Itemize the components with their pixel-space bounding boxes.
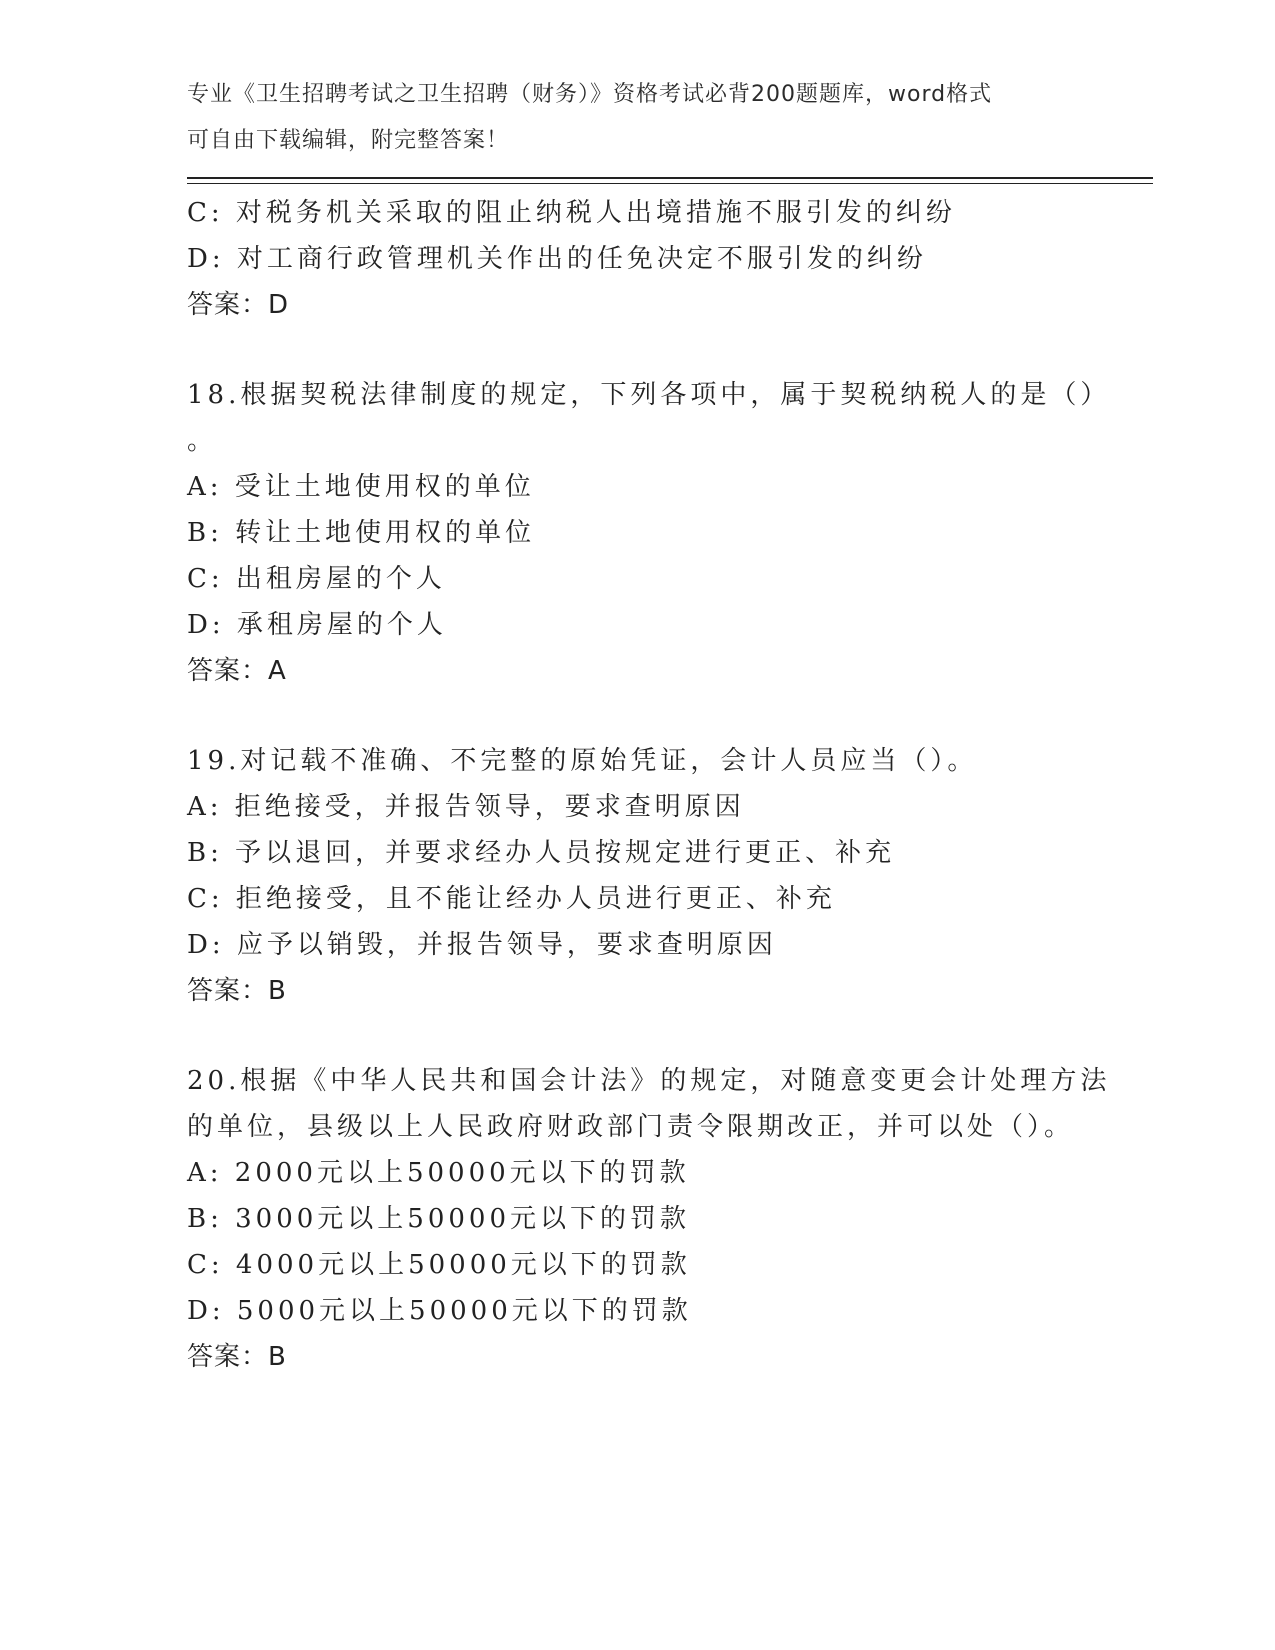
document-body (187, 190, 1111, 1380)
question-stem: 18.根据契税法律制度的规定，下列各项中，属于契税纳税人的是（） (187, 380, 1111, 410)
option-a: A: 2000元以上50000元以下的罚款 (187, 1158, 690, 1188)
header-line-2: 可自由下载编辑，附完整答案！ (187, 128, 510, 153)
header-rule-thin (187, 183, 1153, 184)
question-stem: 19.对记载不准确、不完整的原始凭证，会计人员应当（）。 (187, 746, 978, 776)
question-20 (187, 1058, 1111, 1380)
option-c: C: 4000元以上50000元以下的罚款 (187, 1250, 691, 1280)
question-stem-continued: 的单位，县级以上人民政府财政部门责令限期改正，并可以处（）。 (187, 1112, 1075, 1142)
option-d: D: 应予以销毁，并报告领导，要求查明原因 (187, 930, 777, 960)
answer: 答案：A (187, 656, 287, 686)
spacer (187, 1014, 1087, 1058)
option-c: C: 出租房屋的个人 (187, 564, 446, 594)
option-d: D: 承租房屋的个人 (187, 610, 447, 640)
spacer (187, 328, 1087, 372)
answer: 答案：B (187, 976, 287, 1006)
option-b: B: 3000元以上50000元以下的罚款 (187, 1204, 691, 1234)
option-b: B: 转让土地使用权的单位 (187, 518, 536, 548)
question-18 (187, 372, 1111, 694)
option-a: A: 受让土地使用权的单位 (187, 472, 535, 502)
option-d: D: 5000元以上50000元以下的罚款 (187, 1296, 692, 1326)
spacer (187, 694, 1087, 738)
answer: 答案：D (187, 290, 290, 320)
option-a: A: 拒绝接受，并报告领导，要求查明原因 (187, 792, 745, 822)
header-rule-thick (187, 177, 1153, 179)
answer: 答案：B (187, 1342, 287, 1372)
header-line-1: 专业《卫生招聘考试之卫生招聘（财务）》资格考试必背200题题库，word格式 (187, 82, 993, 107)
option-c: C: 拒绝接受，且不能让经办人员进行更正、补充 (187, 884, 836, 914)
question-stem-continued: 。 (187, 426, 218, 456)
question-19 (187, 738, 1087, 1014)
question-stem: 20.根据《中华人民共和国会计法》的规定，对随意变更会计处理方法 (187, 1066, 1111, 1096)
option-c: C: 对税务机关采取的阻止纳税人出境措施不服引发的纠纷 (187, 198, 956, 228)
option-d: D: 对工商行政管理机关作出的任免决定不服引发的纠纷 (187, 244, 927, 274)
document-header (187, 72, 1087, 164)
question-17-tail (187, 190, 1087, 328)
option-b: B: 予以退回，并要求经办人员按规定进行更正、补充 (187, 838, 896, 868)
